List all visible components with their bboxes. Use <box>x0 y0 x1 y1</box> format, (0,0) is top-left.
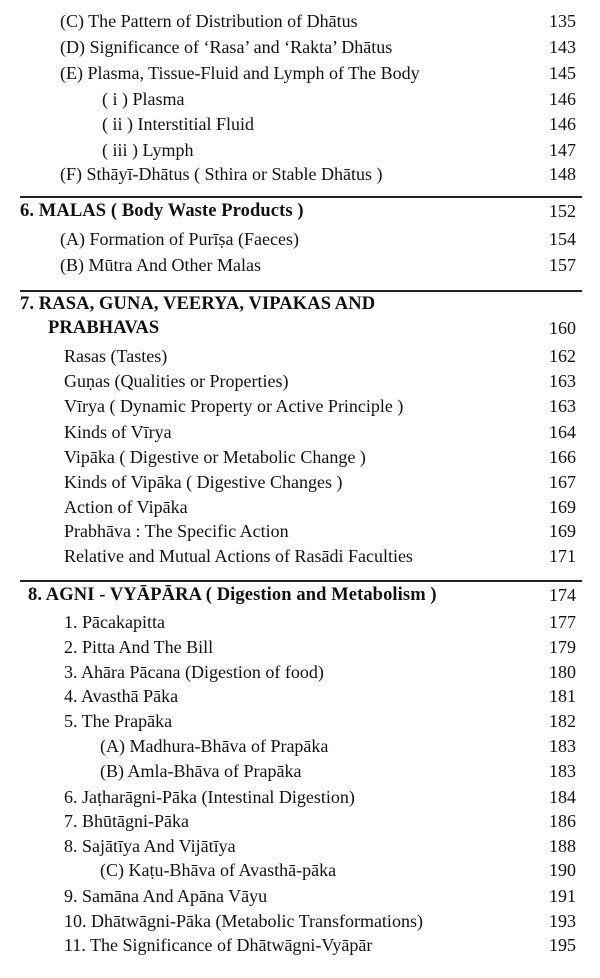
toc-entry <box>0 87 600 111</box>
toc-entry <box>0 684 600 708</box>
toc-entry-title: (B) Mūtra And Other Malas <box>60 255 261 275</box>
toc-entry <box>0 858 600 882</box>
toc-entry-title: 8. AGNI - VYĀPĀRA ( Digestion and Metabolism ) <box>28 585 437 605</box>
toc-page-number: 193 <box>549 911 576 931</box>
toc-page-number: 182 <box>549 711 576 731</box>
toc-entry-title: ( iii ) Lymph <box>102 140 194 160</box>
toc-entry-title: 6. Jaṭharāgni-Pāka (Intestinal Digestion) <box>64 787 355 807</box>
toc-chapter-heading <box>0 292 600 316</box>
toc-page-number: 146 <box>549 89 576 109</box>
toc-entry-title: (B) Amla-Bhāva of Prapāka <box>100 761 302 781</box>
toc-entry <box>0 9 600 33</box>
toc-page-number: 160 <box>549 318 576 338</box>
toc-entry-title: 1. Pācakapitta <box>64 612 165 632</box>
toc-page-number: 163 <box>549 396 576 416</box>
toc-page-number: 186 <box>549 811 576 831</box>
toc-entry-title: 7. Bhūtāgni-Pāka <box>64 811 189 831</box>
toc-entry-title: 8. Sajātīya And Vijātīya <box>64 836 236 856</box>
toc-page-number: 163 <box>549 371 576 391</box>
toc-entry-title: 7. RASA, GUNA, VEERYA, VIPAKAS AND <box>20 294 376 314</box>
toc-page-number: 162 <box>549 346 576 366</box>
toc-page-number: 191 <box>549 886 576 906</box>
toc-chapter-heading <box>0 199 600 223</box>
toc-page-number: 135 <box>549 11 576 31</box>
toc-chapter-heading <box>0 583 600 607</box>
toc-entry <box>0 369 600 393</box>
toc-entry <box>0 884 600 908</box>
toc-entry <box>0 660 600 684</box>
toc-page-number: 183 <box>549 736 576 756</box>
toc-entry <box>0 344 600 368</box>
toc-entry-title: 11. The Significance of Dhātwāgni-Vyāpār <box>64 935 373 955</box>
toc-entry-title: (A) Madhura-Bhāva of Prapāka <box>100 736 329 756</box>
toc-entry-title: Vīrya ( Dynamic Property or Active Principle ) <box>64 396 404 416</box>
toc-page-number: 157 <box>549 255 576 275</box>
toc-entry-title: (C) Kaṭu-Bhāva of Avasthā-pāka <box>100 860 337 880</box>
toc-entry <box>0 785 600 809</box>
toc-page-number: 184 <box>549 787 576 807</box>
toc-entry <box>0 544 600 568</box>
toc-entry <box>0 519 600 543</box>
toc-entry-title: 2. Pitta And The Bill <box>64 637 214 657</box>
toc-page-number: 190 <box>549 860 576 880</box>
toc-entry-title: ( ii ) Interstitial Fluid <box>102 114 254 134</box>
toc-entry-title: 6. MALAS ( Body Waste Products ) <box>20 201 304 221</box>
toc-entry <box>0 394 600 418</box>
toc-entry-title: Vipāka ( Digestive or Metabolic Change ) <box>64 447 366 467</box>
toc-entry <box>0 495 600 519</box>
toc-page-number: 152 <box>549 201 576 221</box>
section-divider <box>20 290 582 292</box>
toc-entry <box>0 909 600 933</box>
section-divider <box>20 580 582 582</box>
toc-entry <box>0 933 600 957</box>
toc-entry <box>0 445 600 469</box>
toc-page-number: 146 <box>549 114 576 134</box>
toc-entry <box>0 709 600 733</box>
toc-page-number: 169 <box>549 521 576 541</box>
toc-entry <box>0 759 600 783</box>
toc-entry-title: ( i ) Plasma <box>102 89 185 109</box>
toc-entry <box>0 162 600 186</box>
toc-entry <box>0 227 600 251</box>
toc-page-number: 180 <box>549 662 576 682</box>
toc-entry <box>0 61 600 85</box>
toc-entry <box>0 138 600 162</box>
toc-entry <box>0 470 600 494</box>
toc-page-number: 169 <box>549 497 576 517</box>
toc-entry-title: (F) Sthāyī-Dhātus ( Sthira or Stable Dhātus ) <box>60 164 383 184</box>
toc-entry <box>0 253 600 277</box>
toc-entry <box>0 35 600 59</box>
toc-entry-title: (A) Formation of Purīṣa (Faeces) <box>60 229 299 249</box>
toc-page-number: 147 <box>549 140 576 160</box>
toc-entry-title: Relative and Mutual Actions of Rasādi Faculties <box>64 546 413 566</box>
toc-page-number: 181 <box>549 686 576 706</box>
toc-entry-title: PRABHAVAS <box>48 318 160 338</box>
toc-page-number: 179 <box>549 637 576 657</box>
toc-entry-title: (E) Plasma, Tissue-Fluid and Lymph of The Body <box>60 63 420 83</box>
toc-entry <box>0 834 600 858</box>
toc-entry-title: Prabhāva : The Specific Action <box>64 521 289 541</box>
toc-page-number: 164 <box>549 422 576 442</box>
toc-page-number: 148 <box>549 164 576 184</box>
toc-page-number: 154 <box>549 229 576 249</box>
toc-entry-title: 4. Avasthā Pāka <box>64 686 179 706</box>
toc-entry-title: 5. The Prapāka <box>64 711 173 731</box>
toc-entry-title: Kinds of Vīrya <box>64 422 172 442</box>
toc-page-number: 177 <box>549 612 576 632</box>
toc-entry-title: 9. Samāna And Apāna Vāyu <box>64 886 268 906</box>
toc-entry <box>0 610 600 634</box>
toc-entry-title: 10. Dhātwāgni-Pāka (Metabolic Transformations) <box>64 911 423 931</box>
toc-entry-title: Rasas (Tastes) <box>64 346 168 366</box>
toc-page-number: 183 <box>549 761 576 781</box>
toc-page-number: 195 <box>549 935 576 955</box>
toc-entry <box>0 809 600 833</box>
section-divider <box>20 196 582 198</box>
toc-page-number: 143 <box>549 37 576 57</box>
toc-page-number: 174 <box>549 585 576 605</box>
toc-entry-title: (D) Significance of ‘Rasa’ and ‘Rakta’ Dhātus <box>60 37 393 57</box>
toc-entry-title: Guṇas (Qualities or Properties) <box>64 371 289 391</box>
toc-page-number: 145 <box>549 63 576 83</box>
toc-entry <box>0 734 600 758</box>
toc-page-number: 188 <box>549 836 576 856</box>
toc-page-number: 171 <box>549 546 576 566</box>
toc-page-number: 167 <box>549 472 576 492</box>
toc-entry <box>0 420 600 444</box>
toc-page-number: 166 <box>549 447 576 467</box>
toc-entry-title: Action of Vipāka <box>64 497 188 517</box>
toc-entry <box>0 635 600 659</box>
toc-entry-title: Kinds of Vipāka ( Digestive Changes ) <box>64 472 343 492</box>
toc-entry-title: 3. Ahāra Pācana (Digestion of food) <box>64 662 324 682</box>
toc-chapter-heading <box>0 316 600 340</box>
toc-entry <box>0 112 600 136</box>
toc-entry-title: (C) The Pattern of Distribution of Dhātus <box>60 11 358 31</box>
